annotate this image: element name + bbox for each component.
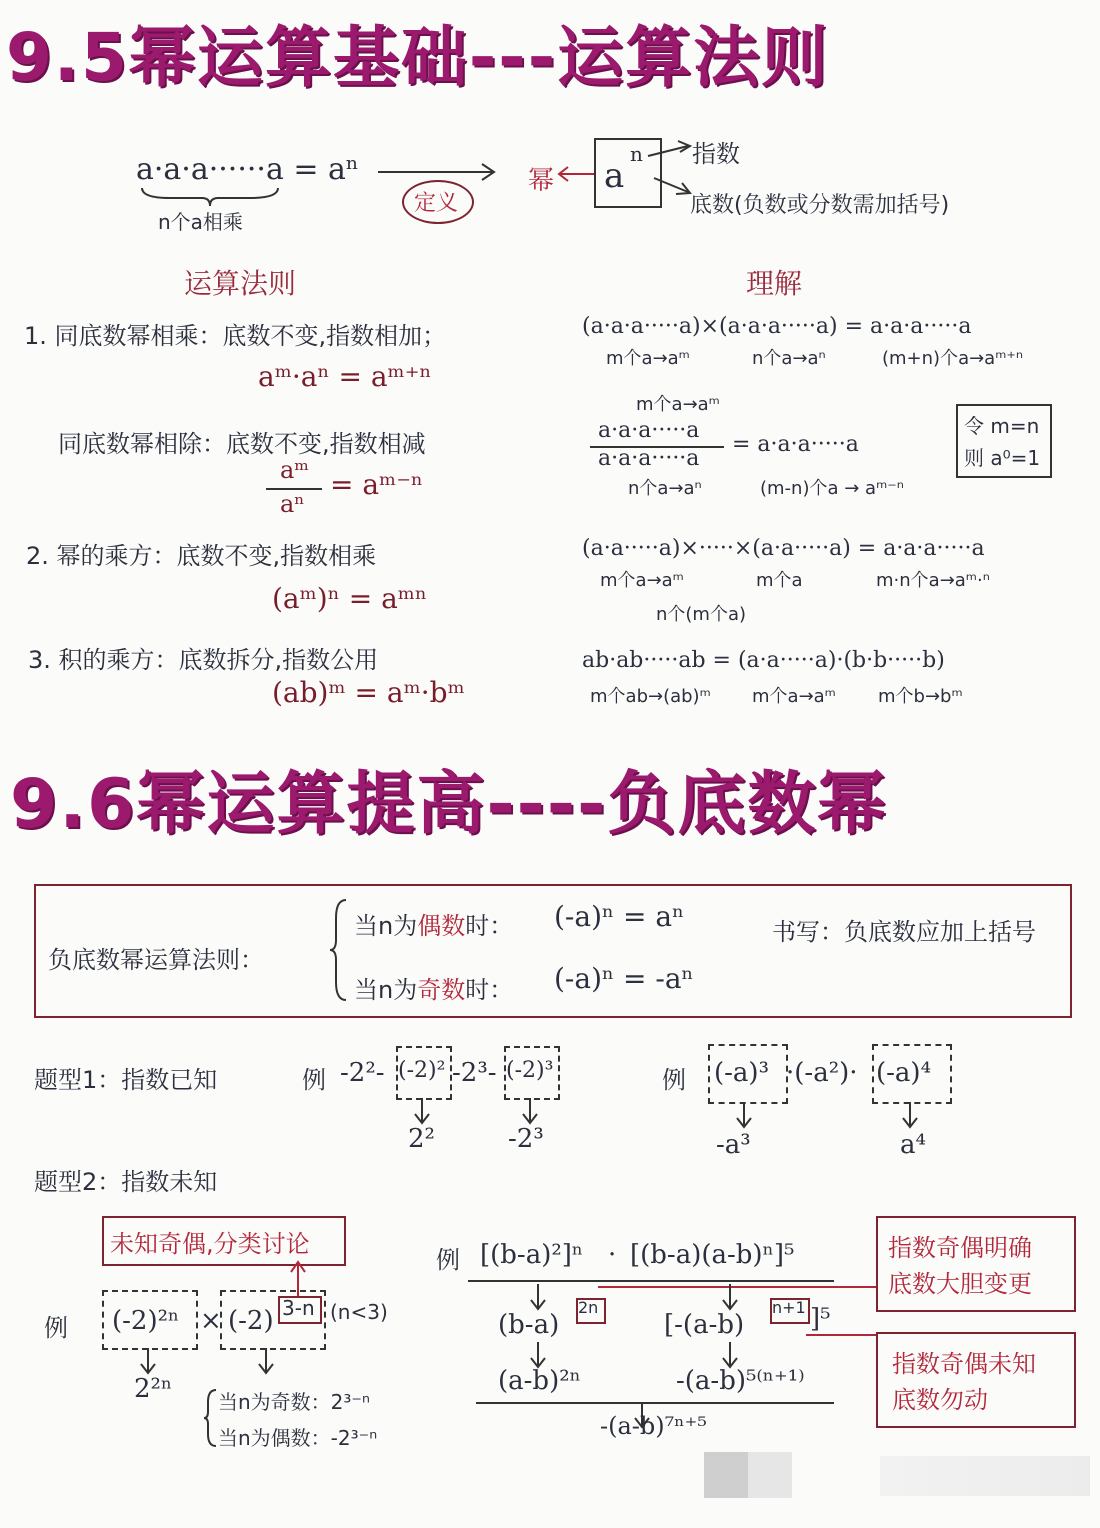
- understand-1-brace-1: m个a→aᵐ: [606, 348, 690, 369]
- understand-4-brace-2: m个a→aᵐ: [752, 686, 836, 707]
- watermark-block: [880, 1456, 1090, 1496]
- note-line-1: 令 m=n: [964, 414, 1040, 438]
- type-1-box-2: (-2)³: [506, 1058, 554, 1083]
- understand-3-line: (a·a·····a)×·····×(a·a·····a) = a·a·a·····a: [582, 536, 985, 561]
- type-3-row-1-exponent: 2n: [578, 1298, 599, 1317]
- understand-4-brace-1: m个ab→(ab)ᵐ: [590, 686, 711, 707]
- type-2-times: ×: [200, 1306, 222, 1336]
- example-label: 例: [436, 1246, 460, 1274]
- type-1-heading: 题型1：指数已知: [34, 1066, 218, 1094]
- type-3-row-1-left: (b-a): [498, 1310, 560, 1340]
- divider-line: [468, 1280, 834, 1282]
- definition-brace-label: n个a相乘: [158, 210, 243, 234]
- understand-1-brace-3: (m+n)个a→aᵐ⁺ⁿ: [882, 348, 1024, 369]
- type-1-expr-b: -2³-: [452, 1058, 497, 1088]
- type-3-expr-2: [(b-a)(a-b)ⁿ]⁵: [630, 1240, 795, 1270]
- type-2-result-1: 2²ⁿ: [134, 1374, 173, 1404]
- writing-note: 书写：负底数应加上括号: [772, 918, 1036, 946]
- arrow-down-icon: [528, 1284, 548, 1312]
- definition-label: 定义: [414, 191, 459, 216]
- negative-base-rule-label: 负底数幂运算法则：: [48, 946, 264, 974]
- divider-line: [476, 1402, 834, 1404]
- rule-1b: 同底数幂相除：底数不变,指数相减: [58, 430, 426, 458]
- note-a-line-1: 指数奇偶明确: [888, 1234, 1032, 1262]
- example-label: 例: [44, 1314, 68, 1342]
- type-2-box-2-exponent: 3-n: [282, 1296, 315, 1320]
- brace-left-icon: [330, 898, 350, 1002]
- type-3-row-2-left: (a-b)²ⁿ: [498, 1366, 581, 1396]
- type-1-box-4: (-a)⁴: [876, 1058, 931, 1088]
- type-2-case-even: 当n为偶数：-2³⁻ⁿ: [218, 1426, 378, 1450]
- example-label: 例: [302, 1066, 326, 1094]
- understand-2-rhs: = a·a·a·····a: [732, 432, 859, 457]
- annotation-line: [806, 1334, 876, 1336]
- understand-3-brace-1: m个a→aᵐ: [600, 570, 684, 591]
- watermark-block: [704, 1452, 748, 1498]
- rule-3-formula: (ab)ᵐ = aᵐ·bᵐ: [272, 676, 465, 709]
- understand-3-brace-3: m·n个a→aᵐ·ⁿ: [876, 570, 990, 591]
- understand-2-denominator: a·a·a·····a: [598, 446, 700, 471]
- odd-formula: (-a)ⁿ = -aⁿ: [554, 962, 694, 995]
- rules-heading: 运算法则: [184, 267, 297, 300]
- type-3-row-1-right: [-(a-b): [664, 1310, 745, 1340]
- rule-3: 3. 积的乘方：底数拆分,指数公用: [28, 646, 379, 674]
- type-3-row-1-tail: ]⁵: [810, 1304, 831, 1334]
- arrow-down-icon: [412, 1098, 432, 1126]
- note-b-line-1: 指数奇偶未知: [892, 1350, 1036, 1378]
- type-2-box-1: (-2)²ⁿ: [112, 1306, 180, 1336]
- brace-icon: [140, 186, 280, 208]
- type-1-box-1: (-2)²: [398, 1058, 446, 1083]
- type-2-heading: 题型2：指数未知: [34, 1168, 218, 1196]
- arrow-down-icon: [734, 1102, 754, 1130]
- branch-arrows-icon: [644, 136, 694, 206]
- parity-note: 未知奇偶,分类讨论: [110, 1230, 310, 1258]
- type-2-box-2: (-2): [228, 1306, 274, 1336]
- rule-1: 1. 同底数幂相乘：底数不变,指数相加；: [24, 322, 447, 350]
- note-b-line-2: 底数勿动: [892, 1386, 988, 1414]
- arrow-up-icon: [288, 1260, 308, 1298]
- type-3-dot: ·: [608, 1240, 617, 1270]
- understand-3-brace-4: n个(m个a): [656, 604, 747, 625]
- type-1-result-4: a⁴: [900, 1130, 926, 1160]
- type-1-result-3: -a³: [716, 1130, 751, 1160]
- type-1-result-1: 2²: [408, 1124, 435, 1154]
- exponent-label: 指数: [692, 140, 740, 168]
- section-title-9-6: 9.6幂运算提高----负底数幂: [10, 765, 888, 844]
- base-label: 底数(负数或分数需加括号): [690, 193, 950, 218]
- understand-2-brace-2: (m-n)个a → aᵐ⁻ⁿ: [760, 478, 904, 499]
- arrow-down-icon: [720, 1284, 740, 1312]
- power-base: a: [604, 156, 625, 196]
- note-line-2: 则 a⁰=1: [964, 446, 1041, 470]
- arrow-down-icon: [520, 1098, 540, 1126]
- even-case: 当n为偶数时：: [354, 912, 514, 940]
- brace-left-icon: [204, 1388, 218, 1448]
- section-title-9-5: 9.5幂运算基础---运算法则: [6, 19, 830, 96]
- rule-1-formula: aᵐ·aⁿ = aᵐ⁺ⁿ: [258, 360, 432, 393]
- type-1-expr-a: -2²-: [340, 1058, 385, 1088]
- understand-4-line: ab·ab·····ab = (a·a·····a)·(b·b·····b): [582, 648, 945, 673]
- type-3-expr-1: [(b-a)²]ⁿ: [480, 1240, 584, 1270]
- type-1-mid: ·(-a²)·: [786, 1058, 858, 1088]
- type-3-row-2-right: -(a-b)⁵⁽ⁿ⁺¹⁾: [676, 1366, 805, 1396]
- understand-2-brace-1: n个a→aⁿ: [628, 478, 702, 499]
- example-label: 例: [662, 1066, 686, 1094]
- rule-2: 2. 幂的乘方：底数不变,指数相乘: [26, 542, 377, 570]
- rule-1b-numerator: aᵐ: [280, 456, 310, 484]
- understand-3-brace-2: m个a: [756, 570, 803, 591]
- understand-2-top: m个a→aᵐ: [636, 394, 720, 415]
- watermark-block: [748, 1452, 792, 1498]
- power-label: 幂: [528, 166, 555, 196]
- understand-1-line: (a·a·a·····a)×(a·a·a·····a) = a·a·a·····a: [582, 314, 972, 339]
- type-1-box-3: (-a)³: [714, 1058, 769, 1088]
- rule-1b-denominator: aⁿ: [280, 490, 305, 518]
- understand-heading: 理解: [746, 267, 803, 300]
- rule-2-formula: (aᵐ)ⁿ = aᵐⁿ: [272, 582, 428, 615]
- type-2-condition: (n<3): [330, 1300, 388, 1324]
- arrow-left-icon: [556, 164, 596, 184]
- definition-expression: a·a·a······a = aⁿ: [136, 152, 359, 187]
- note-a-line-2: 底数大胆变更: [888, 1270, 1032, 1298]
- understand-4-brace-3: m个b→bᵐ: [878, 686, 963, 707]
- odd-case: 当n为奇数时：: [354, 976, 514, 1004]
- understand-1-brace-2: n个a→aⁿ: [752, 348, 826, 369]
- type-3-final: -(a-b)⁷ⁿ⁺⁵: [600, 1412, 707, 1440]
- understand-2-numerator: a·a·a·····a: [598, 418, 700, 443]
- type-2-case-odd: 当n为奇数：2³⁻ⁿ: [218, 1390, 370, 1414]
- arrow-down-icon: [256, 1348, 276, 1376]
- even-formula: (-a)ⁿ = aⁿ: [554, 900, 685, 933]
- type-1-result-2: -2³: [508, 1124, 544, 1154]
- type-3-row-1-right-exponent: n+1: [772, 1298, 806, 1317]
- rule-1b-rhs: = aᵐ⁻ⁿ: [330, 468, 424, 501]
- arrow-down-icon: [900, 1102, 920, 1130]
- power-exponent: n: [630, 142, 643, 166]
- arrow-down-icon: [138, 1348, 158, 1376]
